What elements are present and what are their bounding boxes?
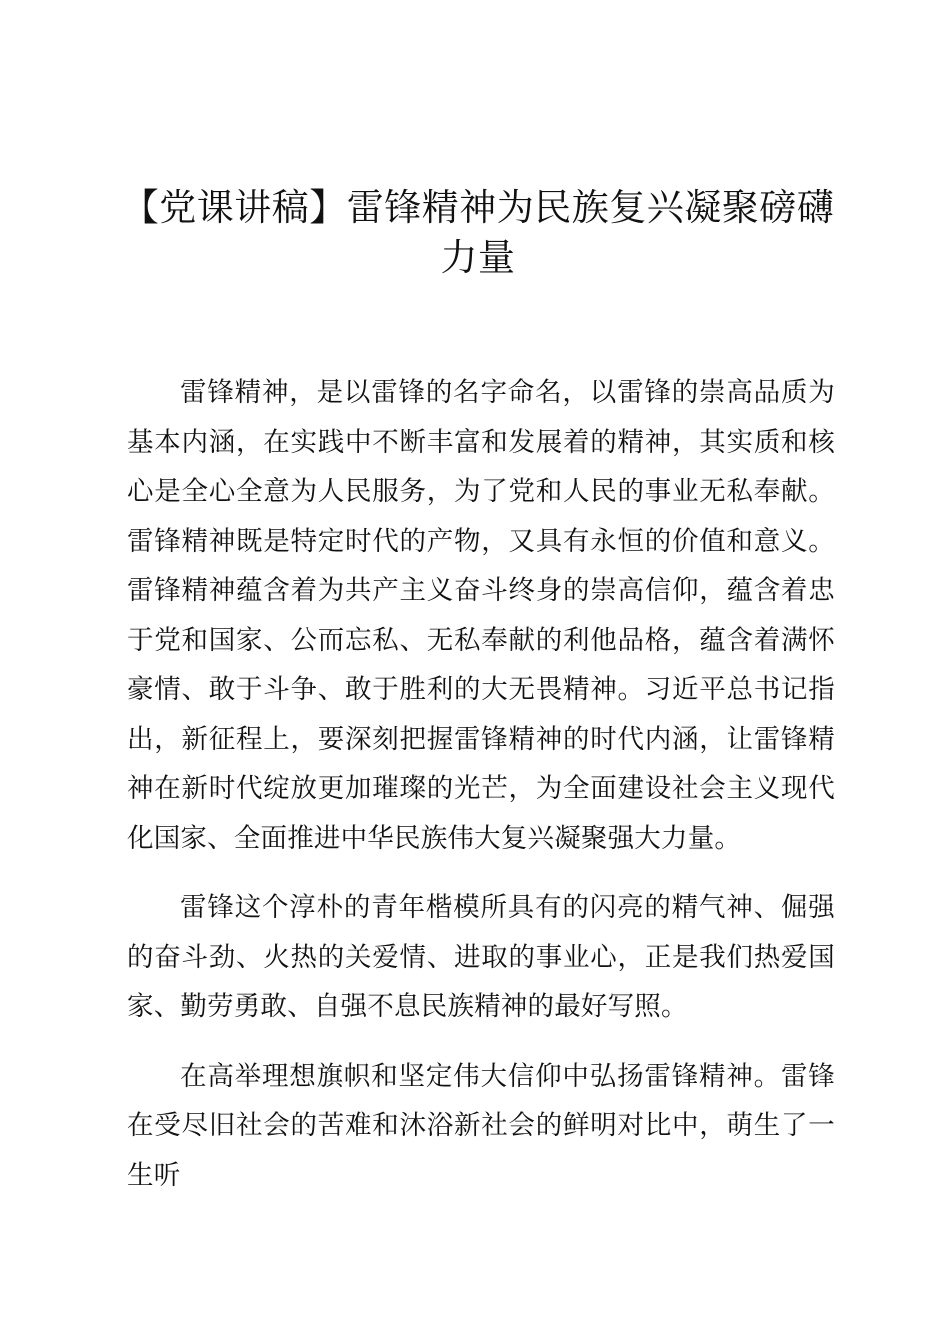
paragraph-2: 雷锋这个淳朴的青年楷模所具有的闪亮的精气神、倔强的奋斗劲、火热的关爱情、进取的事业心，正是我们热爱国家、勤劳勇敢、自强不息民族精神的最好写照。	[127, 892, 835, 1022]
document-body	[127, 368, 835, 1220]
paragraph-1: 雷锋精神，是以雷锋的名字命名，以雷锋的崇高品质为基本内涵，在实践中不断丰富和发展着的精神，其实质和核心是全心全意为人民服务，为了党和人民的事业无私奉献。雷锋精神既是特定时代的产物，又具有永恒的价值和意义。雷锋精神蕴含着为共产主义奋斗终身的崇高信仰，蕴含着忠于党和国家、公而忘私、无私奉献的利他品格，蕴含着满怀豪情、敢于斗争、敢于胜利的大无畏精神。习近平总书记指出，新征程上，要深刻把握雷锋精神的时代内涵，让雷锋精神在新时代绽放更加璀璨的光芒，为全面建设社会主义现代化国家、全面推进中华民族伟大复兴凝聚强大力量。	[127, 377, 835, 854]
paragraph-3: 在高举理想旗帜和坚定伟大信仰中弘扬雷锋精神。雷锋在受尽旧社会的苦难和沐浴新社会的鲜明对比中，萌生了一生听	[127, 1060, 835, 1191]
document-title: 【党课讲稿】雷锋精神为民族复兴凝聚磅礴力量	[121, 186, 835, 279]
